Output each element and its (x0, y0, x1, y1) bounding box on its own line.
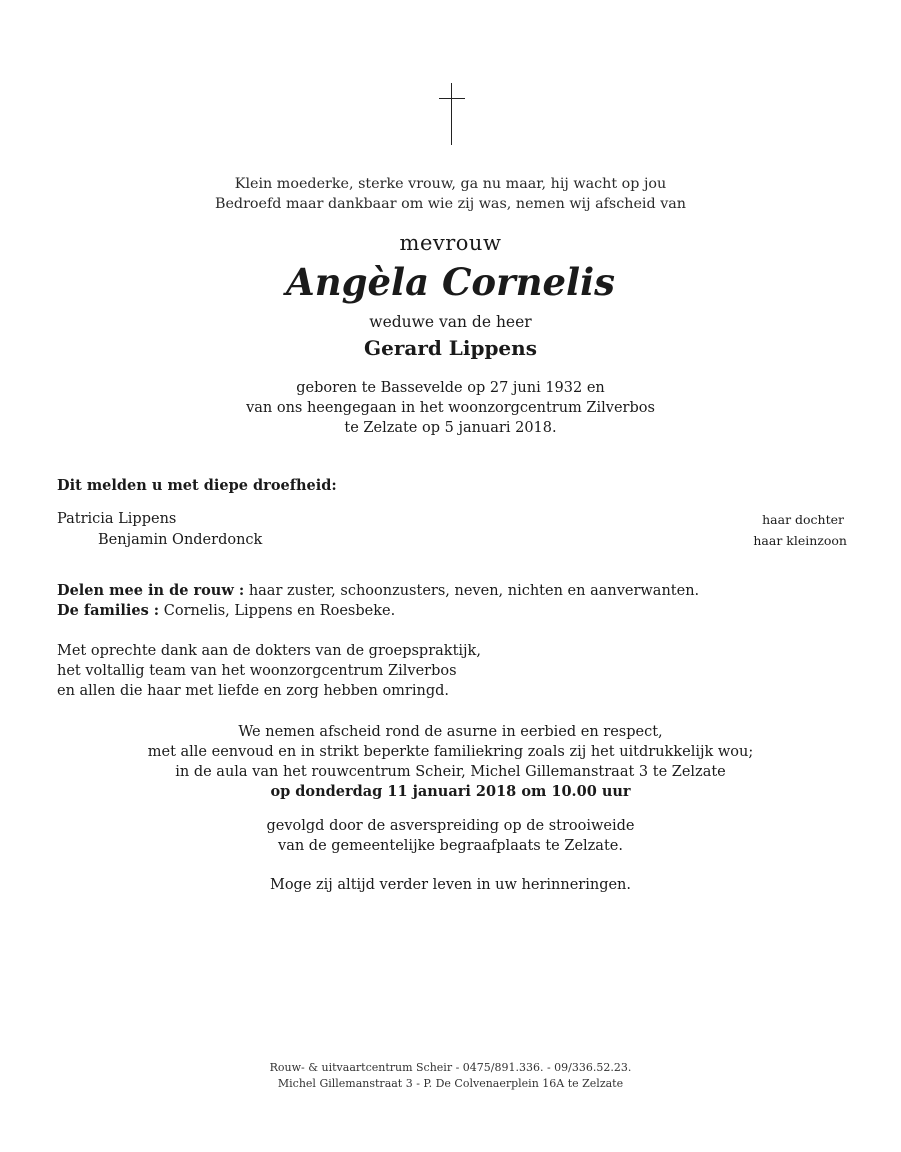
widow-of-label: weduwe van de heer (369, 313, 532, 331)
scattering-line-2: van de gemeentelijke begraafplaats te Zelzate. (278, 838, 623, 854)
death-line: van ons heengegaan in het woonzorgcentrum Zilverbos (246, 400, 655, 416)
share-text: haar zuster, schoonzusters, neven, nichten en aanverwanten. (244, 583, 700, 599)
family-member-name: Benjamin Onderdonck (98, 532, 263, 548)
families-label: De families : (57, 602, 160, 619)
birth-death-info (0, 378, 901, 438)
scattering-block (0, 816, 901, 856)
husband-name: Gerard Lippens (364, 336, 537, 360)
families-line (57, 601, 395, 621)
family-member-name: Patricia Lippens (57, 511, 177, 527)
family-member-relation: haar kleinzoon (753, 533, 847, 548)
ceremony-block (0, 722, 901, 802)
thanks-block (57, 641, 481, 701)
share-mourning-line (57, 581, 699, 601)
funeral-home-footer (0, 1060, 901, 1092)
intro-line-2: Bedroefd maar dankbaar om wie zij was, nemen wij afscheid van (214, 196, 687, 212)
deceased-title: mevrouw (399, 231, 502, 255)
thanks-line-1: Met oprechte dank aan de dokters van de groepspraktijk, (57, 643, 481, 659)
ceremony-line-2: met alle eenvoud en in strikt beperkte familiekring zoals zij het uitdrukkelijk wou; (147, 744, 754, 760)
announcement-heading: Dit melden u met diepe droefheid: (57, 477, 337, 494)
family-member-relation: haar dochter (762, 512, 844, 527)
death-place-line: te Zelzate op 5 januari 2018. (344, 420, 557, 436)
share-label: Delen mee in de rouw : (57, 582, 245, 599)
footer-line-2: Michel Gillemanstraat 3 - P. De Colvenaerplein 16A te Zelzate (277, 1077, 624, 1090)
scattering-line-1: gevolgd door de asverspreiding op de strooiweide (266, 818, 635, 834)
deceased-name: Angèla Cornelis (286, 260, 615, 304)
families-text: Cornelis, Lippens en Roesbeke. (159, 603, 396, 619)
ceremony-date: op donderdag 11 januari 2018 om 10.00 uur (270, 783, 631, 800)
ceremony-line-3: in de aula van het rouwcentrum Scheir, Michel Gillemanstraat 3 te Zelzate (175, 764, 726, 780)
thanks-line-3: en allen die haar met liefde en zorg hebben omringd. (57, 683, 450, 699)
thanks-line-2: het voltallig team van het woonzorgcentrum Zilverbos (57, 663, 457, 679)
intro-line-1: Klein moederke, sterke vrouw, ga nu maar, hij wacht op jou (234, 176, 667, 192)
closing-line: Moge zij altijd verder leven in uw herinneringen. (269, 877, 632, 893)
footer-line-1: Rouw- & uitvaartcentrum Scheir - 0475/891.336. - 09/336.52.23. (269, 1061, 632, 1074)
birth-line: geboren te Bassevelde op 27 juni 1932 en (296, 380, 605, 396)
cross-icon (439, 83, 465, 145)
intro-poem (0, 174, 901, 214)
ceremony-line-1: We nemen afscheid rond de asurne in eerbied en respect, (238, 724, 663, 740)
